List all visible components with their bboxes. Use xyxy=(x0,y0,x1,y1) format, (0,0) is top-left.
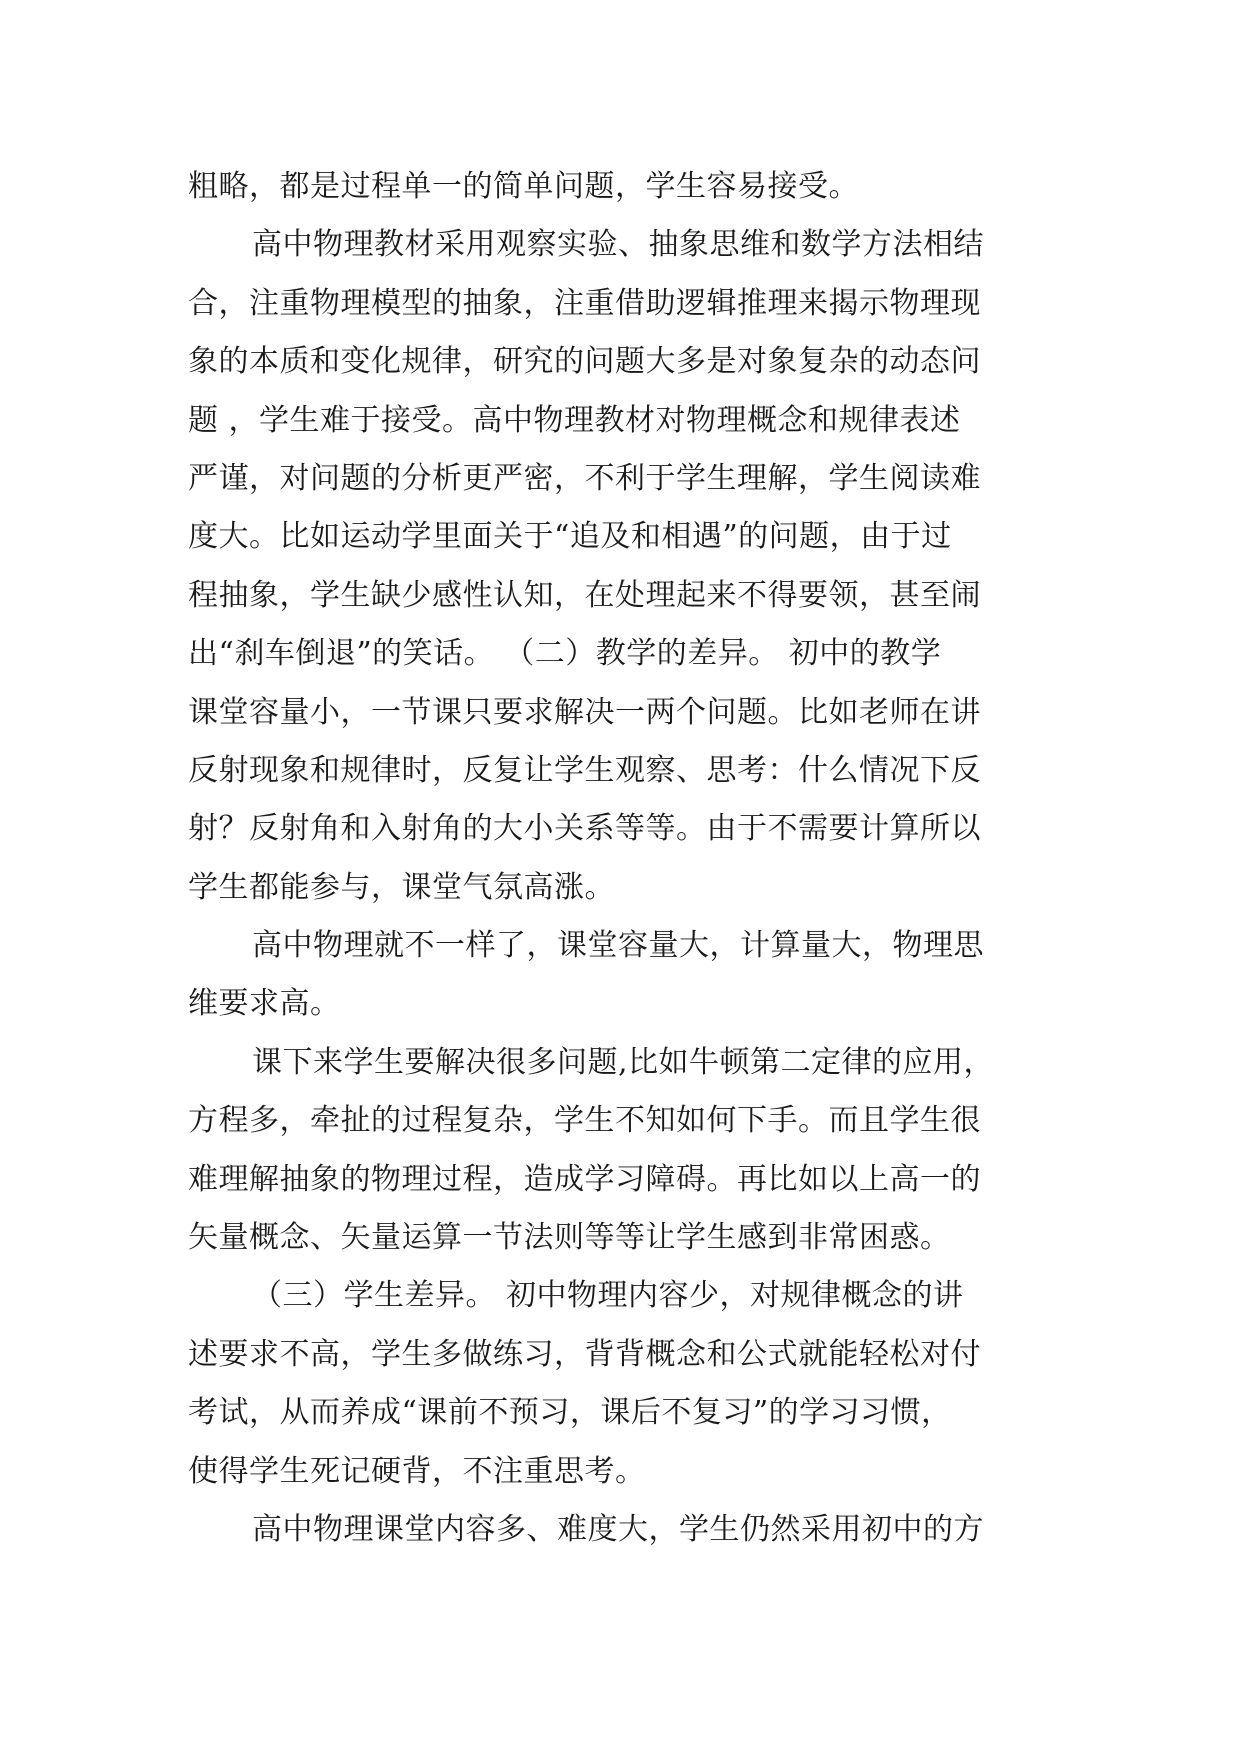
text-line: 严谨，对问题的分析更严密，不利于学生理解，学生阅读难 xyxy=(188,460,981,496)
text-line: 学生都能参与，课堂气氛高涨。 xyxy=(188,869,615,905)
text-line: 象的本质和变化规律，研究的问题大多是对象复杂的动态问 xyxy=(188,344,981,380)
text-line: 射？反射角和入射角的大小关系等等。由于不需要计算所以 xyxy=(188,811,981,847)
text-line: 课下来学生要解决很多问题,比如牛顿第二定律的应用， xyxy=(252,1044,995,1080)
text-line: 高中物理课堂内容多、难度大，学生仍然采用初中的方 xyxy=(252,1511,984,1547)
text-line: 考试，从而养成“课前不预习，课后不复习”的学习习惯， xyxy=(188,1395,952,1431)
text-line: 维要求高。 xyxy=(188,986,341,1022)
text-line: 出“刹车倒退”的笑话。 （二）教学的差异。 初中的教学 xyxy=(188,636,942,672)
text-line: 题 ，学生难于接受。高中物理教材对物理概念和规律表述 xyxy=(188,402,961,438)
text-line: 方程多，牵扯的过程复杂，学生不知如何下手。而且学生很 xyxy=(188,1103,981,1139)
body-text xyxy=(188,158,1058,1559)
text-line: 述要求不高，学生多做练习，背背概念和公式就能轻松对付 xyxy=(188,1336,981,1372)
text-line: （三）学生差异。 初中物理内容少，对规律概念的讲 xyxy=(252,1278,964,1314)
text-line: 课堂容量小，一节课只要求解决一两个问题。比如老师在讲 xyxy=(188,694,981,730)
text-line: 使得学生死记硬背，不注重思考。 xyxy=(188,1453,646,1489)
text-line: 度大。比如运动学里面关于“追及和相遇”的问题，由于过 xyxy=(188,519,952,555)
text-line: 难理解抽象的物理过程，造成学习障碍。再比如以上高一的 xyxy=(188,1161,981,1197)
text-line: 高中物理就不一样了，课堂容量大，计算量大，物理思 xyxy=(252,928,984,964)
text-line: 粗略，都是过程单一的简单问题，学生容易接受。 xyxy=(188,169,859,204)
text-line: 程抽象，学生缺少感性认知，在处理起来不得要领，甚至闹 xyxy=(188,577,981,613)
text-line: 反射现象和规律时，反复让学生观察、思考：什么情况下反 xyxy=(188,752,981,788)
text-line: 合，注重物理模型的抽象，注重借助逻辑推理来揭示物理现 xyxy=(188,285,981,321)
text-line: 矢量概念、矢量运算一节法则等等让学生感到非常困惑。 xyxy=(188,1220,951,1256)
text-line: 高中物理教材采用观察实验、抽象思维和数学方法相结 xyxy=(252,227,984,263)
